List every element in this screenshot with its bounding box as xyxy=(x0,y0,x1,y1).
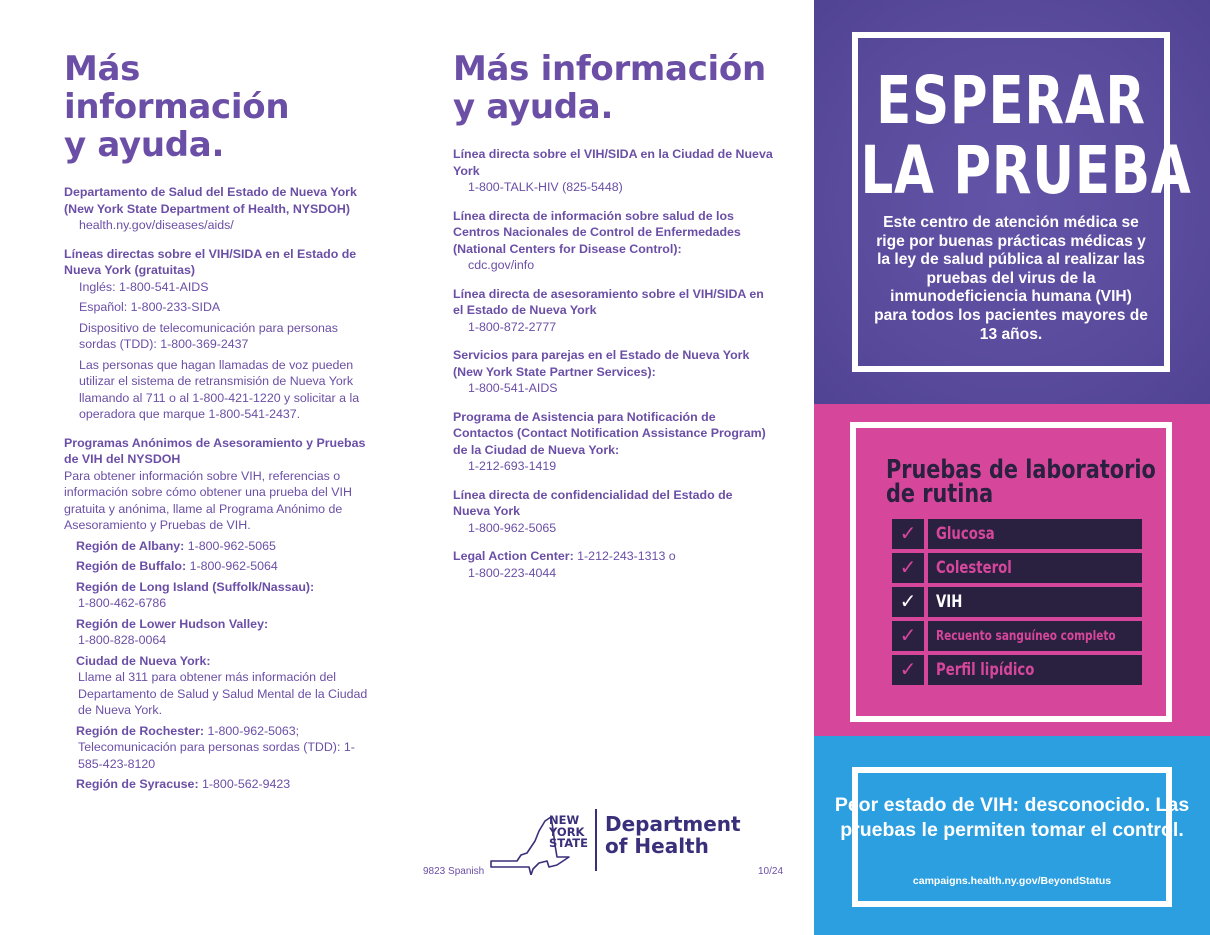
heading-line-1: Más información xyxy=(64,49,290,127)
department-wordmark xyxy=(605,813,741,857)
hotline-spanish: Español: 1-800-233-SIDA xyxy=(79,300,221,314)
lab-item-cholesterol xyxy=(892,553,1142,583)
region-name: Región de Albany: xyxy=(76,538,185,553)
heading-line-2: y ayuda. xyxy=(453,87,614,127)
resource-title: Línea directa de confidencialidad del Estado de Nueva York xyxy=(453,487,733,518)
region-buffalo xyxy=(76,558,374,575)
region-name: Región de Lower Hudson Valley: xyxy=(76,616,269,631)
lab-item-label-box xyxy=(928,621,1142,651)
hotline-english: Inglés: 1-800-541-AIDS xyxy=(79,279,209,294)
resource-hotlines xyxy=(64,246,374,423)
region-lower-hudson xyxy=(76,616,374,649)
region-info: Llame al 311 para obtener más información del Departamento de Salud y Salud Mental de la Ciudad de Nueva York. xyxy=(78,670,368,717)
heading-line-2: y ayuda. xyxy=(64,125,225,165)
resource-title: Legal Action Center: xyxy=(453,549,574,563)
lab-item-lipid xyxy=(892,655,1142,685)
resource-entry xyxy=(453,286,773,336)
legal-line xyxy=(453,548,773,565)
page-heading xyxy=(453,50,773,126)
resource-entry xyxy=(453,146,773,196)
resource-title: Programa de Asistencia para Notificación de Contactos (Contact Notification Assistance Program) de la Ciudad de Nueva York: xyxy=(453,409,766,457)
hotline-relay: Las personas que hagan llamadas de voz pueden utilizar el sistema de retransmisión de Nueva York llamando al 711 o al 1-800-421-1220 y solicitar a la operadora que marque 1-800-541-2437. xyxy=(79,357,360,421)
lab-item-label-box xyxy=(928,587,1142,617)
logo-divider xyxy=(595,809,597,871)
resource-anonymous-programs xyxy=(64,435,374,793)
cover-lab-section xyxy=(814,404,1210,736)
print-date: 10/24 xyxy=(758,866,784,877)
resource-title: Servicios para parejas en el Estado de Nueva York (New York State Partner Services): xyxy=(453,348,750,379)
page-heading xyxy=(64,50,374,164)
checkmark-icon: ✓ xyxy=(892,587,924,617)
region-rochester-main xyxy=(76,723,374,740)
cover-description: Este centro de atención médica se rige por buenas prácticas médicas y la ley de salud pública al realizar las pruebas del virus de la inmunodeficiencia humana (VIH) para todos los pacientes mayores de 13 años. xyxy=(874,214,1148,343)
nys-doh-logo xyxy=(483,805,741,875)
nys-wordmark xyxy=(549,815,588,850)
region-name: Región de Long Island (Suffolk/Nassau): xyxy=(76,579,315,594)
resource-nysdoh xyxy=(64,184,374,234)
resource-description: Para obtener información sobre VIH, referencias o información sobre cómo obtener una prueba del VIH gratuita y anónima, llame al Programa Anónimo de Asesoramiento y Pruebas de VIH. xyxy=(64,468,352,532)
region-name: Ciudad de Nueva York: xyxy=(76,653,211,668)
cover-title-line-2: LA PRUEBA xyxy=(860,132,1192,209)
hotline-tdd: Dispositivo de telecomunicación para personas sordas (TDD): 1-800-369-2437 xyxy=(79,320,338,351)
checkmark-icon: ✓ xyxy=(892,519,924,549)
region-albany xyxy=(76,538,374,555)
resource-title: Líneas directas sobre el VIH/SIDA en el Estado de Nueva York (gratuitas) xyxy=(64,246,357,277)
cover-panel xyxy=(814,0,1210,935)
wordmark-line: Department xyxy=(605,812,741,836)
lab-item-label-box xyxy=(928,553,1142,583)
lab-tests-box xyxy=(850,422,1172,722)
print-code: 9823 Spanish xyxy=(423,866,485,877)
resource-entry xyxy=(453,487,773,537)
lab-tests-title xyxy=(886,455,1156,509)
checkmark-icon: ✓ xyxy=(892,553,924,583)
resource-value-2: 1-800-223-4044 xyxy=(468,565,557,580)
resource-value: 1-800-TALK-HIV (825-5448) xyxy=(468,180,623,194)
lab-item-cbc xyxy=(892,621,1142,651)
region-nyc xyxy=(76,653,374,719)
region-name: Región de Syracuse: xyxy=(76,777,199,791)
resource-entry xyxy=(453,409,773,475)
resource-legal xyxy=(453,548,773,581)
resource-value: 1-212-693-1419 xyxy=(468,459,557,473)
checkmark-icon: ✓ xyxy=(892,621,924,651)
wordmark-line: of Health xyxy=(605,834,709,858)
region-phone: 1-800-962-5063; xyxy=(204,723,300,738)
lab-tests-list xyxy=(892,519,1142,689)
lab-item-label: Glucosa xyxy=(936,524,995,544)
resource-entry xyxy=(453,347,773,397)
lab-item-label: Recuento sanguíneo completo xyxy=(936,628,1116,644)
wordmark-line: STATE xyxy=(549,836,588,850)
region-phone: 1-800-828-0064 xyxy=(78,633,167,647)
resource-list xyxy=(453,146,773,581)
lab-item-label: Colesterol xyxy=(936,558,1012,578)
resource-list xyxy=(64,184,374,793)
resource-title: Línea directa de asesoramiento sobre el VIH/SIDA en el Estado de Nueva York xyxy=(453,286,764,317)
checkmark-icon: ✓ xyxy=(892,655,924,685)
resource-title: Departamento de Salud del Estado de Nueva York (New York State Department of Health, NYSDOH) xyxy=(64,185,357,216)
lab-item-label-box xyxy=(928,655,1142,685)
cta-box xyxy=(834,767,1190,907)
panel-more-info-left xyxy=(64,0,374,805)
campaign-url: campaigns.health.ny.gov/BeyondStatus xyxy=(912,875,1112,887)
wordmark-line: NEW xyxy=(549,813,580,827)
lab-item-label-box xyxy=(928,519,1142,549)
cta-text: Peor estado de VIH: desconocido. Las pruebas le permiten tomar el control. xyxy=(834,794,1190,841)
cover-top-section xyxy=(814,0,1210,404)
lab-title-line: de rutina xyxy=(886,479,994,509)
region-phone: 1-800-462-6786 xyxy=(78,596,167,610)
wordmark-line: YORK xyxy=(549,824,585,839)
region-long-island xyxy=(76,579,374,612)
cover-title-box xyxy=(852,32,1192,372)
heading-line-1: Más información xyxy=(453,49,766,89)
region-name: Región de Rochester: xyxy=(76,723,205,738)
lab-item-hiv xyxy=(892,587,1142,617)
region-syracuse xyxy=(76,776,374,793)
lab-item-label: VIH xyxy=(936,592,963,612)
region-phone: 1-800-562-9423 xyxy=(198,777,291,791)
lab-title-line: Pruebas de laboratorio xyxy=(886,455,1156,485)
resource-value: 1-212-243-1313 o xyxy=(573,549,676,563)
region-phone: 1-800-962-5064 xyxy=(186,559,278,573)
region-list xyxy=(64,538,374,793)
resource-value: 1-800-962-5065 xyxy=(468,520,557,535)
resource-url: health.ny.gov/diseases/aids/ xyxy=(79,218,234,232)
resource-title: Línea directa de información sobre salud de los Centros Nacionales de Control de Enfermedades (National Centers for Disease Control): xyxy=(453,208,741,256)
panel-more-info-middle xyxy=(453,0,773,593)
resource-value: 1-800-541-AIDS xyxy=(468,381,558,395)
resource-entry xyxy=(453,208,773,274)
resource-title: Línea directa sobre el VIH/SIDA en la Ciudad de Nueva York xyxy=(453,147,773,178)
resource-title: Programas Anónimos de Asesoramiento y Pruebas de VIH del NYSDOH xyxy=(64,435,366,466)
resource-value: cdc.gov/info xyxy=(468,258,535,272)
region-tdd: Telecomunicación para personas sordas (TDD): 1-585-423-8120 xyxy=(78,740,355,771)
lab-item-glucose xyxy=(892,519,1142,549)
region-name: Región de Buffalo: xyxy=(76,559,187,573)
region-rochester xyxy=(76,723,374,773)
lab-item-label: Perfil lipídico xyxy=(936,660,1035,680)
region-phone: 1-800-962-5065 xyxy=(184,538,276,553)
resource-value: 1-800-872-2777 xyxy=(468,319,557,334)
cover-bottom-section xyxy=(814,736,1210,935)
cover-title-line-1: ESPERAR xyxy=(876,62,1146,139)
